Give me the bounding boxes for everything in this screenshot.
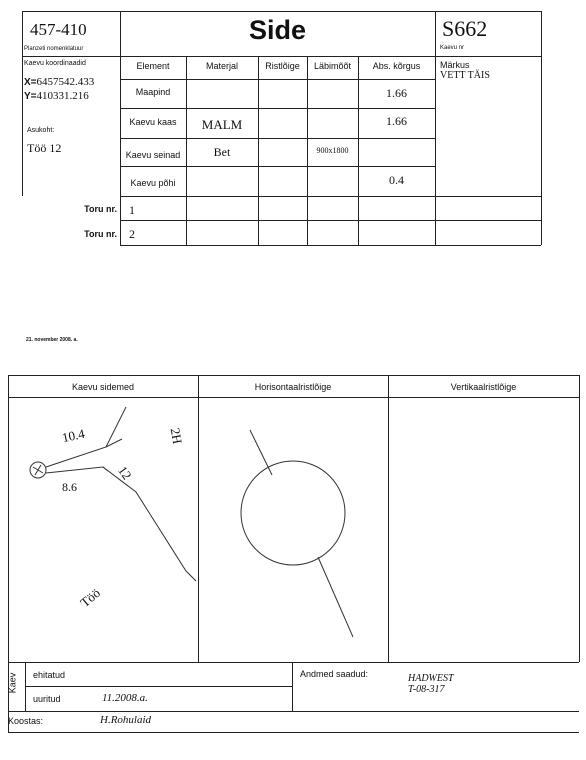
sketch-label: 8.6 xyxy=(62,480,77,494)
sketch-label: Töö xyxy=(77,585,104,611)
pipe-value: 1 xyxy=(129,203,135,217)
row-height: 1.66 xyxy=(386,86,407,100)
surveyed-value: 11.2008.a. xyxy=(102,692,148,704)
built-label: ehitatud xyxy=(33,670,66,680)
connections-heading: Kaevu sidemed xyxy=(71,382,135,392)
sketch-label: 2H xyxy=(167,426,186,446)
x-coordinate xyxy=(24,76,94,88)
row-element: Maapind xyxy=(135,87,171,97)
data-from-label: Andmed saadud: xyxy=(300,669,369,679)
row-element: Kaevu kaas xyxy=(129,117,177,127)
well-caption: Kaevu nr xyxy=(440,45,465,51)
location-value: Töö 12 xyxy=(27,141,62,155)
header-material: Materjal xyxy=(205,61,238,71)
pipe-line xyxy=(250,430,272,475)
row-material: MALM xyxy=(201,117,243,132)
row-height: 0.4 xyxy=(389,173,404,187)
row-element: Kaevu põhi xyxy=(130,178,176,188)
location-caption: Asukoht: xyxy=(27,127,55,134)
row-material: Bet xyxy=(213,145,231,159)
pipe-line xyxy=(46,407,126,467)
header-cross-section: Ristlõige xyxy=(265,61,300,71)
date-line: 21. november 2008. a. xyxy=(26,337,78,343)
pipe-label: Toru nr. xyxy=(84,229,117,239)
horizontal-heading: Horisontaalristlõige xyxy=(254,382,332,392)
row-element: Kaevu seinad xyxy=(125,150,181,160)
sketch-label: 10.4 xyxy=(60,425,86,446)
side-label: Kaev xyxy=(7,672,18,694)
x-value: 6457542.433 xyxy=(36,76,95,88)
row-diameter: 900x1800 xyxy=(316,146,349,155)
y-label: Y= xyxy=(24,91,37,102)
y-coordinate xyxy=(24,90,89,102)
well-number: S662 xyxy=(442,16,488,41)
sketch-label: 12 xyxy=(115,463,135,483)
vertical-heading: Vertikaalristlõige xyxy=(450,382,517,392)
sheet-number: 457-410 xyxy=(30,20,87,39)
data-from-value: T-08-317 xyxy=(408,684,445,695)
y-value: 410331.216 xyxy=(36,90,89,102)
x-label: X= xyxy=(24,77,37,88)
data-from-value: HADWEST xyxy=(408,673,454,684)
coordinates-caption: Kaevu koordinaadid xyxy=(24,60,86,67)
header-abs-height: Abs. kõrgus xyxy=(372,61,421,71)
pipe-label: Toru nr. xyxy=(84,204,117,214)
author-label: Koostas: xyxy=(8,716,44,726)
horizontal-section-sketch xyxy=(198,397,388,662)
pipe-line xyxy=(318,557,353,637)
pipe-value: 2 xyxy=(129,227,135,241)
well-outline xyxy=(241,461,345,565)
remarks-value: VETT TÄIS xyxy=(440,70,490,81)
sheet-caption: Planzeti nomenklatuur xyxy=(24,46,84,52)
page-title: Side xyxy=(248,15,307,45)
header-diameter: Läbimõõt xyxy=(313,61,352,71)
surveyed-label: uuritud xyxy=(33,694,61,704)
remarks-caption: Märkus xyxy=(440,60,470,70)
author-value: H.Rohulaid xyxy=(100,714,152,726)
row-height: 1.66 xyxy=(386,114,407,128)
header-element: Element xyxy=(136,61,170,71)
